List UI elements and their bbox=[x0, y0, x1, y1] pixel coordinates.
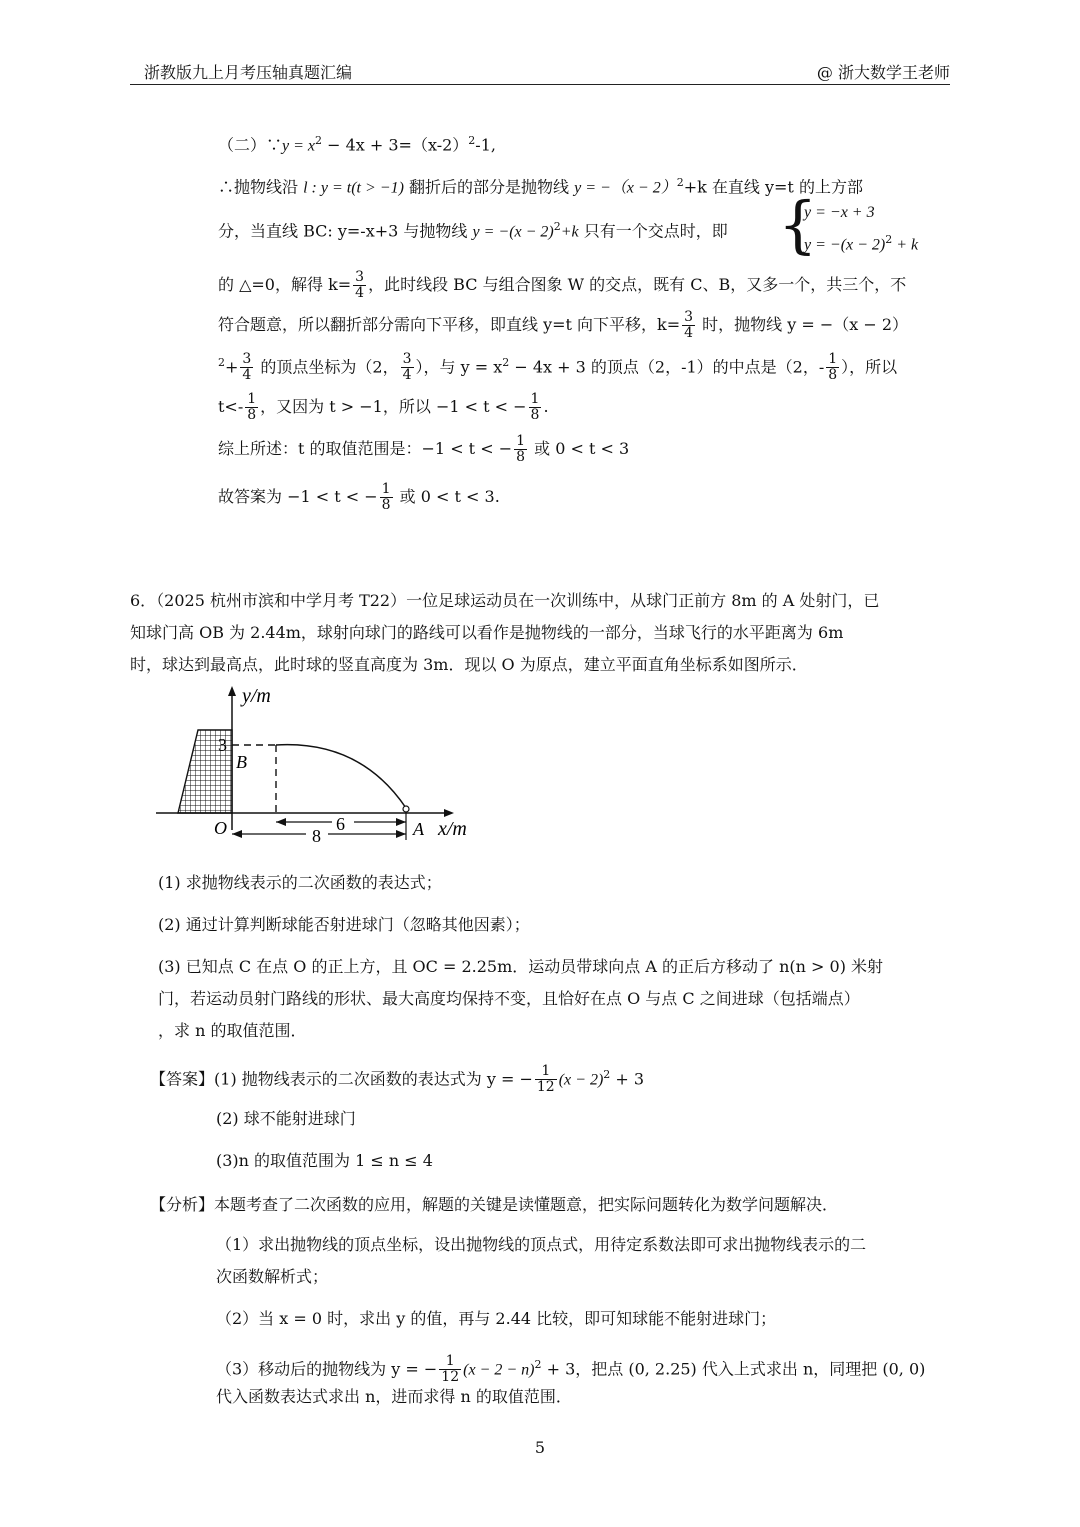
solution-line-7: t<- $\frac{1}{8}$ ，又因为 t > −1，所以 −1 < t < − $\frac{1}{8}$ . bbox=[218, 391, 549, 423]
analysis-1-line-1: （1）求出抛物线的顶点坐标，设出抛物线的顶点式，用待定系数法即可求出抛物线表示的二 bbox=[216, 1235, 867, 1254]
problem-6-line-3: 时，球达到最高点，此时球的竖直高度为 3m．现以 O 为原点，建立平面直角坐标系如图所示． bbox=[130, 655, 808, 674]
problem-6-line-2: 知球门高 OB 为 2.44m，球射向球门的路线可以看作是抛物线的一部分，当球飞行的水平距离为 6m bbox=[130, 623, 844, 642]
analysis-2: （2）当 x = 0 时，求出 y 的值，再与 2.44 比较，即可知球能不能射进球门； bbox=[216, 1309, 777, 1328]
fraction-3-4: $\frac{3}{4}$ bbox=[684, 309, 694, 341]
question-3-line-1: (3) 已知点 C 在点 O 的正上方，且 OC = 2.25m．运动员带球向点 A 的正后方移动了 n(n > 0) 米射 bbox=[158, 957, 884, 976]
solution-line-8: 综上所述：t 的取值范围是：−1 < t < − $\frac{1}{8}$ 或 0 < t < 3 bbox=[218, 433, 630, 465]
header-title: 浙教版九上月考压轴真题汇编 bbox=[144, 63, 353, 82]
solution-line-1: （二）∵y = $x^2 - 4x + 3=(x-2)^2-1$, bbox=[218, 134, 496, 155]
fraction-1-8: $\frac{1}{8}$ bbox=[530, 391, 540, 423]
fraction-1-8: $\frac{1}{8}$ bbox=[247, 391, 257, 423]
label-3: 3 bbox=[218, 735, 227, 755]
question-2: (2) 通过计算判断球能否射进球门（忽略其他因素）； bbox=[158, 915, 530, 934]
x-axis-arrow bbox=[444, 809, 454, 817]
analysis-3-line-2: 代入函数表达式求出 n，进而求得 n 的取值范围． bbox=[216, 1387, 572, 1406]
solution-line-6: $^2$+ $\frac{3}{4}$ 的顶点坐标为（2， $\frac{3}{4}$ ），与 $y = x^2 - 4x + 3$ 的顶点（2，-1）的中点是（2，- $\frac{1}{8}$ ），所以 bbox=[218, 351, 898, 384]
question-3-line-3: ，求 n 的取值范围． bbox=[158, 1021, 307, 1040]
fraction-1-8: $\frac{1}{8}$ bbox=[828, 351, 838, 384]
fraction-3-4: $\frac{3}{4}$ bbox=[355, 269, 365, 301]
fraction-1-8: $\frac{1}{8}$ bbox=[381, 481, 391, 513]
solution-line-5: 符合题意，所以翻折部分需向下平移，即直线 y=t 向下平移，k= $\frac{3}{4}$ 时，抛物线 y = −（x − 2） bbox=[218, 309, 909, 341]
fraction-3-4: $\frac{3}{4}$ bbox=[402, 351, 412, 384]
y-axis-arrow bbox=[228, 686, 236, 696]
fraction-3-4: $\frac{3}{4}$ bbox=[242, 351, 252, 384]
question-1: (1) 求抛物线表示的二次函数的表达式； bbox=[158, 873, 442, 892]
label-a: A bbox=[413, 819, 424, 839]
solution-line-4: 的 △=0，解得 k= $\frac{3}{4}$ ，此时线段 BC 与组合图象 W 的交点，既有 C、B，又多一个，共三个，不 bbox=[218, 269, 907, 301]
header-author: @ 浙大数学王老师 bbox=[816, 63, 950, 82]
solution-line-2: ∴抛物线沿 l : y = t(t > −1) 翻折后的部分是抛物线 $y = -(x - 2)^2+k$ 在直线 y=t 的上方部 bbox=[218, 176, 863, 197]
y-axis-label: y/m bbox=[242, 685, 271, 707]
answer-line-2: (2) 球不能射进球门 bbox=[216, 1109, 356, 1128]
equation-system-brace: { bbox=[778, 188, 818, 261]
label-8: 8 bbox=[312, 826, 321, 846]
system-equation-1: y = −x + 3 bbox=[804, 204, 875, 221]
ball-trajectory bbox=[276, 745, 406, 808]
answer-tag: 【答案】 bbox=[150, 1069, 215, 1089]
system-equation-2: $y = -(x - 2)^2 + k$ bbox=[804, 233, 919, 254]
page-header bbox=[130, 58, 950, 85]
analysis-1-line-2: 次函数解析式； bbox=[216, 1267, 329, 1286]
fraction-1-12: $\frac{1}{12}$ bbox=[536, 1063, 555, 1096]
label-6: 6 bbox=[336, 814, 345, 834]
solution-line-3: 分，当直线 BC: y=-x+3 与抛物线 $y = -(x - 2)^2+k$ 只有一个交点时，即 bbox=[218, 220, 728, 241]
answer-line-3: (3)n 的取值范围为 1 ≤ n ≤ 4 bbox=[216, 1151, 433, 1170]
page-number: 5 bbox=[534, 1438, 546, 1457]
soccer-parabola-figure bbox=[150, 680, 480, 850]
analysis-intro: 【分析】本题考查了二次函数的应用，解题的关键是读懂题意，把实际问题转化为数学问题解决． bbox=[150, 1195, 839, 1214]
analysis-tag: 【分析】 bbox=[150, 1195, 215, 1214]
label-o: O bbox=[214, 818, 227, 838]
fraction-1-12: $\frac{1}{12}$ bbox=[441, 1353, 460, 1386]
point-a-marker bbox=[403, 806, 409, 812]
answer-line-1: 【答案】(1) 抛物线表示的二次函数的表达式为 y = − $\frac{1}{12}$ $(x - 2)^2 + 3$ bbox=[150, 1063, 645, 1096]
problem-6-line-1: 6．（2025 杭州市滨和中学月考 T22）一位足球运动员在一次训练中，从球门正前方 8m 的 A 处射门，已 bbox=[130, 591, 880, 610]
label-b: B bbox=[236, 752, 247, 772]
analysis-3-line-1: （3）移动后的抛物线为 y = − $\frac{1}{12}$ $(x - 2 - n)^2 + 3$，把点 (0, 2.25) 代入上式求出 n，同理把 (0, 0) bbox=[216, 1353, 926, 1386]
question-3-line-2: 门，若运动员射门路线的形状、最大高度均保持不变，且恰好在点 O 与点 C 之间进球（包括端点） bbox=[158, 989, 860, 1008]
fraction-1-8: $\frac{1}{8}$ bbox=[516, 433, 526, 465]
x-axis-label: x/m bbox=[438, 818, 467, 840]
solution-line-9: 故答案为 −1 < t < − $\frac{1}{8}$ 或 0 < t < 3. bbox=[218, 481, 500, 513]
